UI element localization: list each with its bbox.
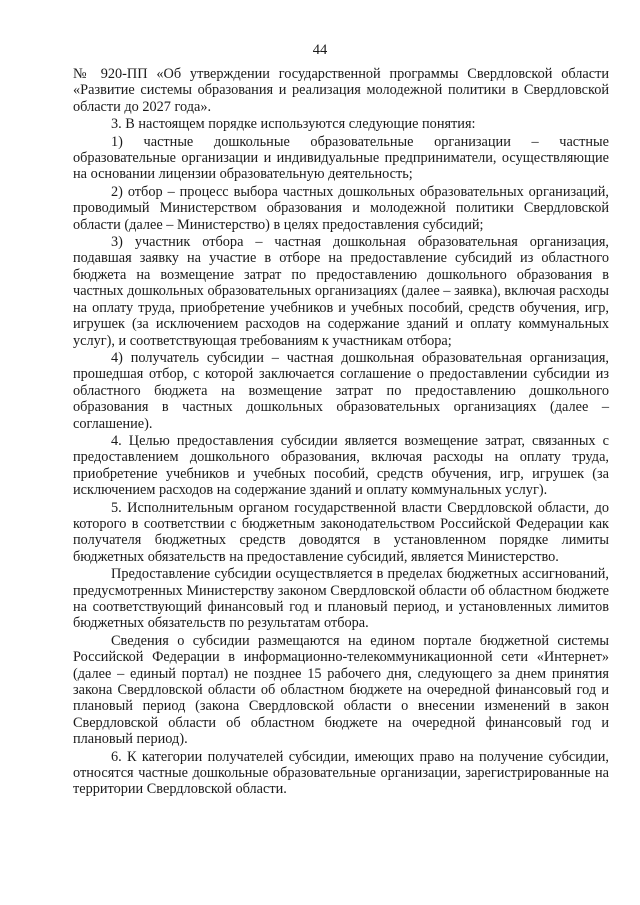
paragraph-definition-2: 2) отбор – процесс выбора частных дошкольных образовательных организаций, проводимый Министерством образования и молодежной политики Свердловской области (далее – Министерство) в целях предоставления субсидий; <box>73 183 609 233</box>
paragraph-item-3: 3. В настоящем порядке используются следующие понятия: <box>111 116 476 133</box>
paragraph-definition-1: 1) частные дошкольные образовательные организации – частные образовательные организации и индивидуальные предприниматели, осуществляющие на основании лицензии образовательную деятельность; <box>73 133 609 183</box>
document-body <box>73 66 609 799</box>
paragraph-definition-4: 4) получатель субсидии – частная дошкольная образовательная организация, прошедшая отбор, с которой заключается соглашение о предоставлении субсидии из областного бюджета на возмещение затрат по предоставлению дошкольного образования в частных дошкольных образовательных организациях (далее – соглашение). <box>73 349 609 432</box>
paragraph-continuation: № 920-ПП «Об утверждении государственной программы Свердловской области «Развитие системы образования и реализация молодежной политики в Свердловской области до 2027 года». <box>73 66 609 115</box>
paragraph-subsidy-info: Сведения о субсидии размещаются на едином портале бюджетной системы Российской Федерации в информационно-телекоммуникационной сети «Интернет» (далее – единый портал) не позднее 15 рабочего дня, следующего за днем принятия закона Свердловской области об областном бюджете на очередной финансовый год и плановый период (закона Свердловской области о внесении изменений в закон Свердловской области об областном бюджете на очередной финансовый год и плановый период). <box>73 632 609 748</box>
paragraph-item-5: 5. Исполнительным органом государственной власти Свердловской области, до которого в соответствии с бюджетным законодательством Российской Федерации как получателя бюджетных средств доводятся в установленном порядке лимиты бюджетных обязательств на предоставление субсидий, является Министерство. <box>73 499 609 565</box>
paragraph-item-6: 6. К категории получателей субсидии, имеющих право на получение субсидии, относятся частные дошкольные образовательные организации, зарегистрированные на территории Свердловской области. <box>73 748 609 798</box>
paragraph-subsidy-provision: Предоставление субсидии осуществляется в пределах бюджетных ассигнований, предусмотренных Министерству законом Свердловской области об областном бюджете на соответствующий финансовый год и плановый период, и установленных лимитов бюджетных обязательств по результатам отбора. <box>73 566 609 632</box>
paragraph-definition-3: 3) участник отбора – частная дошкольная образовательная организация, подавшая заявку на участие в отборе на предоставление субсидий из областного бюджета на возмещение затрат по предоставлению дошкольного образования в частных дошкольных образовательных организациях (далее – заявка), включая расходы на оплату труда, приобретение учебников и учебных пособий, средств обучения, игр, игрушек (за исключением расходов на содержание зданий и оплату коммунальных услуг), и соответствующая требованиям к участникам отбора; <box>73 234 609 349</box>
paragraph-item-4: 4. Целью предоставления субсидии является возмещение затрат, связанных с предоставлением дошкольного образования, включая расходы на оплату труда, приобретение учебников и учебных пособий, средств обучения, игр, игрушек (за исключением расходов на содержание зданий и оплату коммунальных услуг). <box>73 432 609 499</box>
page-number: 44 <box>312 42 328 58</box>
